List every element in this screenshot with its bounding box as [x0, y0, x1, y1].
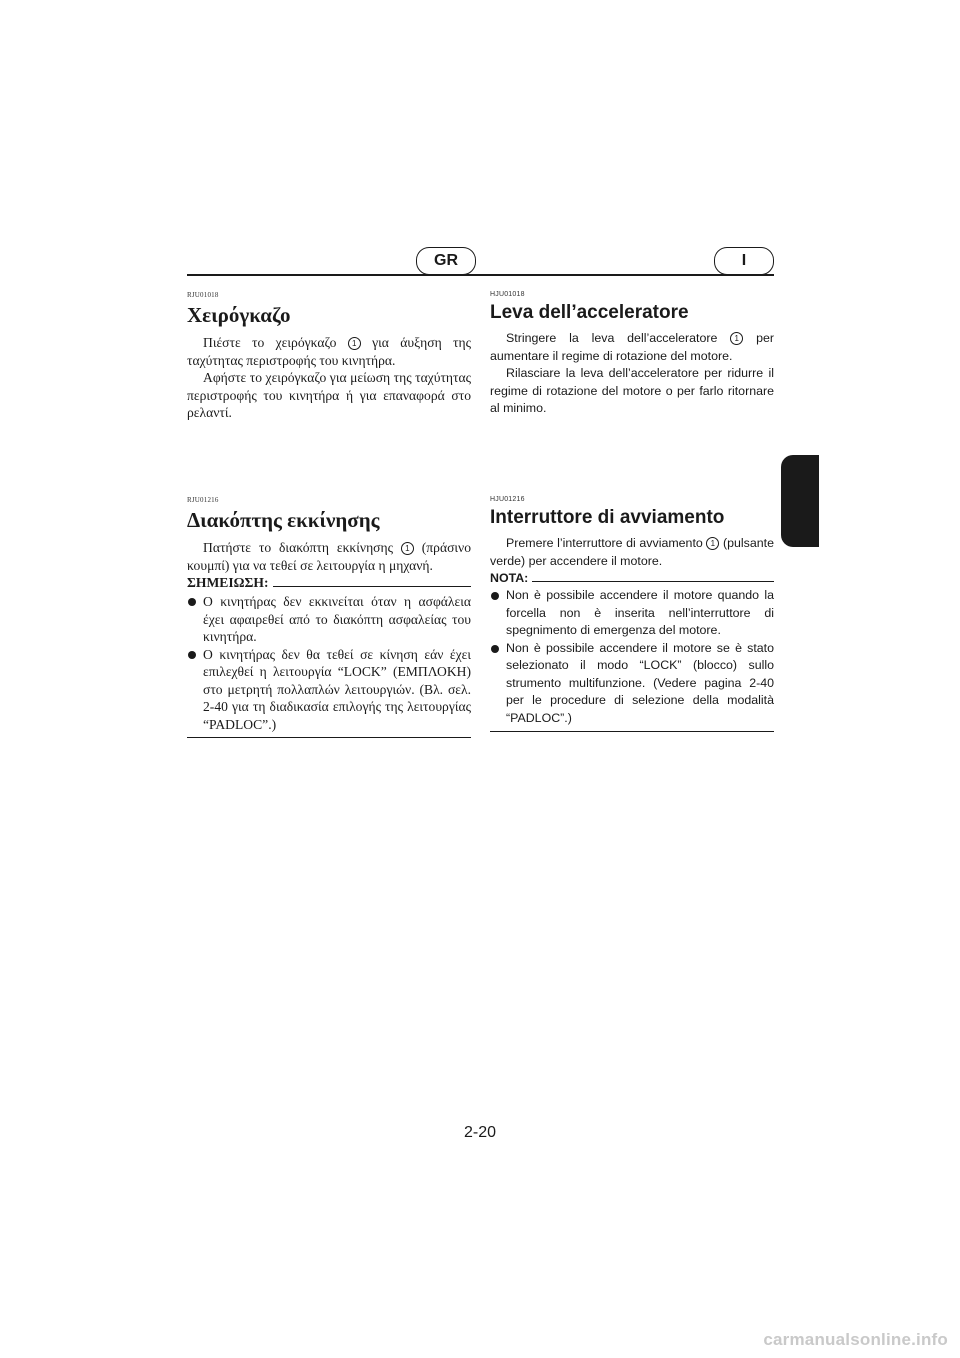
paragraph: Stringere la leva dell’acceleratore 1 per aumentare il regime di rotazione del motore. — [490, 331, 774, 363]
watermark: carmanualsonline.info — [763, 1330, 948, 1349]
ref-circle-icon: 1 — [401, 542, 414, 555]
ref-circle-icon: 1 — [348, 337, 361, 350]
header-rule — [187, 274, 774, 276]
note-header — [490, 571, 774, 585]
note-label: ΣΗΜΕΙΩΣΗ: — [187, 575, 269, 590]
section-title: Leva dell’acceleratore — [490, 302, 689, 323]
section-title: Interruttore di avviamento — [490, 507, 725, 528]
bullet-icon — [188, 651, 196, 659]
chapter-side-tab — [781, 455, 819, 547]
ref-circle-icon: 1 — [706, 537, 719, 550]
ref-circle-icon: 1 — [730, 332, 743, 345]
note-item: Non è possibile accendere il motore se è stato selezionato il modo “LOCK” (blocco) sullo strumento multifunzione. (Vedere pagina 2-40 per le procedure di selezione della modalità “PADLOC”.) — [490, 640, 774, 728]
gr-section-start-switch — [187, 496, 471, 738]
bullet-icon — [188, 598, 196, 606]
note-end-rule — [187, 737, 471, 738]
note-item: Ο κινητήρας δεν θα τεθεί σε κίνηση εάν έχει επιλεχθεί η λειτουργία “LOCK” (ΕΜΠΛΟΚΗ) στο μετρητή πολλαπλών λειτουργιών. (Βλ. σελ. 2-40 για τη διαδικασία επιλογής της λειτουργίας “PADLOC”.) — [187, 646, 471, 734]
it-section-start-switch — [490, 496, 774, 732]
gr-section-throttle — [187, 291, 471, 422]
section-code: RJU01216 — [187, 496, 219, 504]
note-header — [187, 575, 471, 591]
paragraph: Πατήστε το διακόπτη εκκίνησης 1 (πράσινο κουμπί) για να τεθεί σε λειτουργία η μηχανή. — [187, 540, 471, 573]
note-label: NOTA: — [490, 571, 529, 585]
language-badge-it: I — [714, 247, 774, 275]
page-number: 2-20 — [463, 1124, 497, 1141]
section-title: Διακόπτης εκκίνησης — [187, 508, 380, 532]
note-rule — [273, 586, 471, 587]
note-item: Non è possibile accendere il motore quando la forcella non è inserita nell’interruttore di spegnimento di emergenza del motore. — [490, 587, 774, 640]
note-end-rule — [490, 731, 774, 732]
paragraph: Πιέστε το χειρόγκαζο 1 για άυξηση της ταχύτητας περιστροφής του κινητήρα. — [187, 335, 471, 368]
note-item: Ο κινητήρας δεν εκκινείται όταν η ασφάλεια έχει αφαιρεθεί από το διακόπτη ασφαλείας του κινητήρα. — [187, 593, 471, 646]
section-code: HJU01018 — [490, 291, 525, 298]
paragraph: Rilasciare la leva dell’acceleratore per ridurre il regime di rotazione del motore o per farlo ritornare al minimo. — [490, 366, 774, 415]
bullet-icon — [491, 645, 499, 653]
section-title: Χειρόγκαζο — [187, 303, 291, 327]
note-rule — [532, 581, 774, 582]
note-list — [490, 587, 774, 727]
bullet-icon — [491, 592, 499, 600]
section-code: HJU01216 — [490, 496, 525, 503]
language-badge-gr: GR — [416, 247, 476, 275]
section-code: RJU01018 — [187, 291, 219, 299]
paragraph: Αφήστε το χειρόγκαζο για μείωση της ταχύτητας περιστροφής του κινητήρα ή για επαναφορά στο ρελαντί. — [187, 370, 471, 420]
it-section-throttle — [490, 291, 774, 418]
paragraph: Premere l’interruttore di avviamento 1 (pulsante verde) per accendere il motore. — [490, 536, 774, 568]
note-list — [187, 593, 471, 733]
